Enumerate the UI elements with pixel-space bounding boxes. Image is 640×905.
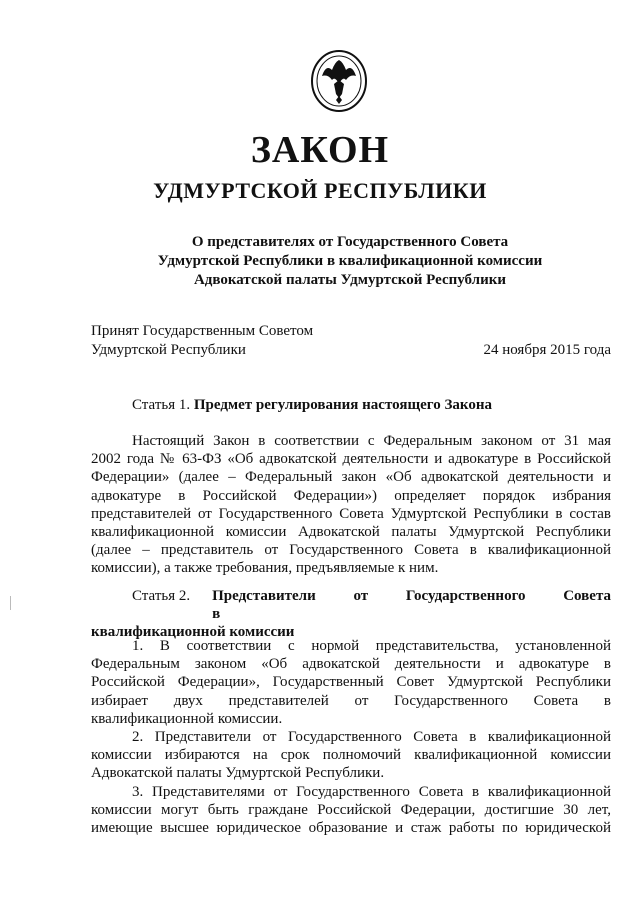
article-title: Предмет регулирования настоящего Закона	[193, 397, 492, 413]
article-title: квалификационной комиссии	[91, 624, 295, 641]
text-line: Российской Федерации», Государственный Совет Удмуртской Республики	[91, 674, 611, 691]
article-2-paragraph-2	[91, 728, 611, 783]
article-label: Статья 1.	[132, 397, 191, 413]
text-line: (далее – представитель от Государственного Совета в квалификационной	[91, 542, 611, 559]
article-2-paragraph-3	[91, 783, 611, 838]
text-line: Федеральным законом «Об адвокатской деятельности и адвокатуре в	[91, 656, 611, 673]
law-name	[90, 233, 610, 290]
adopted-row	[91, 341, 611, 360]
law-name-line: Адвокатской палаты Удмуртской Республики	[193, 272, 507, 288]
article-label: Статья 2.	[132, 588, 191, 604]
adoption-date: 24 ноября 2015 года	[483, 342, 611, 358]
text-line: 2002 года № 63-ФЗ «Об адвокатской деятельности и адвокатуре в Российской	[91, 451, 611, 468]
adopted-by-line: Принят Государственным Советом	[91, 323, 314, 339]
law-name-line: Удмуртской Республики в квалификационной комиссии	[157, 253, 543, 269]
article-1-text	[91, 432, 611, 578]
article-2-paragraph-1	[91, 637, 611, 728]
text-line: комиссии избираются на срок полномочий квалификационной комиссии	[91, 747, 611, 764]
text-line: Федерации» (далее – Федеральный закон «Об адвокатской деятельности и	[91, 469, 611, 486]
text-line: Адвокатской палаты Удмуртской Республики.	[91, 765, 385, 782]
text-line: представителей от Государственного Совета Удмуртской Республики в состав	[91, 505, 611, 522]
article-2-title-row	[91, 587, 611, 623]
text-line: комиссии), а также требования, предъявляемые к ним.	[91, 560, 439, 577]
text-line: избирает двух представителей от Государственного Совета в	[91, 692, 611, 709]
article-2-heading	[91, 587, 611, 642]
article-1-heading	[91, 396, 611, 414]
text-line: квалификационной комиссии.	[91, 710, 283, 727]
law-name-line: О представителях от Государственного Совета	[191, 234, 509, 250]
text-line: адвокатуре в Российской Федерации») определяет порядок избрания	[91, 487, 611, 504]
document-title: ЗАКОН	[250, 129, 390, 171]
adopted-by-line: Удмуртской Республики	[91, 342, 246, 358]
article-title: Представители от Государственного Совета в	[212, 588, 611, 623]
text-line: квалификационной комиссии Адвокатской палаты Удмуртской Республики	[91, 524, 611, 541]
coat-of-arms-icon	[310, 50, 368, 114]
document-subtitle: УДМУРТСКОЙ РЕСПУБЛИКИ	[153, 178, 487, 203]
adoption-block	[91, 322, 611, 360]
text-line: Настоящий Закон в соответствии с Федеральным законом от 31 мая	[132, 433, 611, 449]
text-line: 1. В соответствии с нормой представительства, установленной	[132, 638, 611, 654]
text-line: имеющие высшее юридическое образование и стаж работы по юридической	[91, 820, 611, 837]
text-line: 3. Представителями от Государственного Совета в квалификационной	[132, 784, 611, 800]
scan-margin-mark	[10, 596, 11, 610]
text-line: 2. Представители от Государственного Совета в квалификационной	[132, 729, 611, 745]
text-line: комиссии могут быть граждане Российской Федерации, достигшие 30 лет,	[91, 802, 611, 819]
